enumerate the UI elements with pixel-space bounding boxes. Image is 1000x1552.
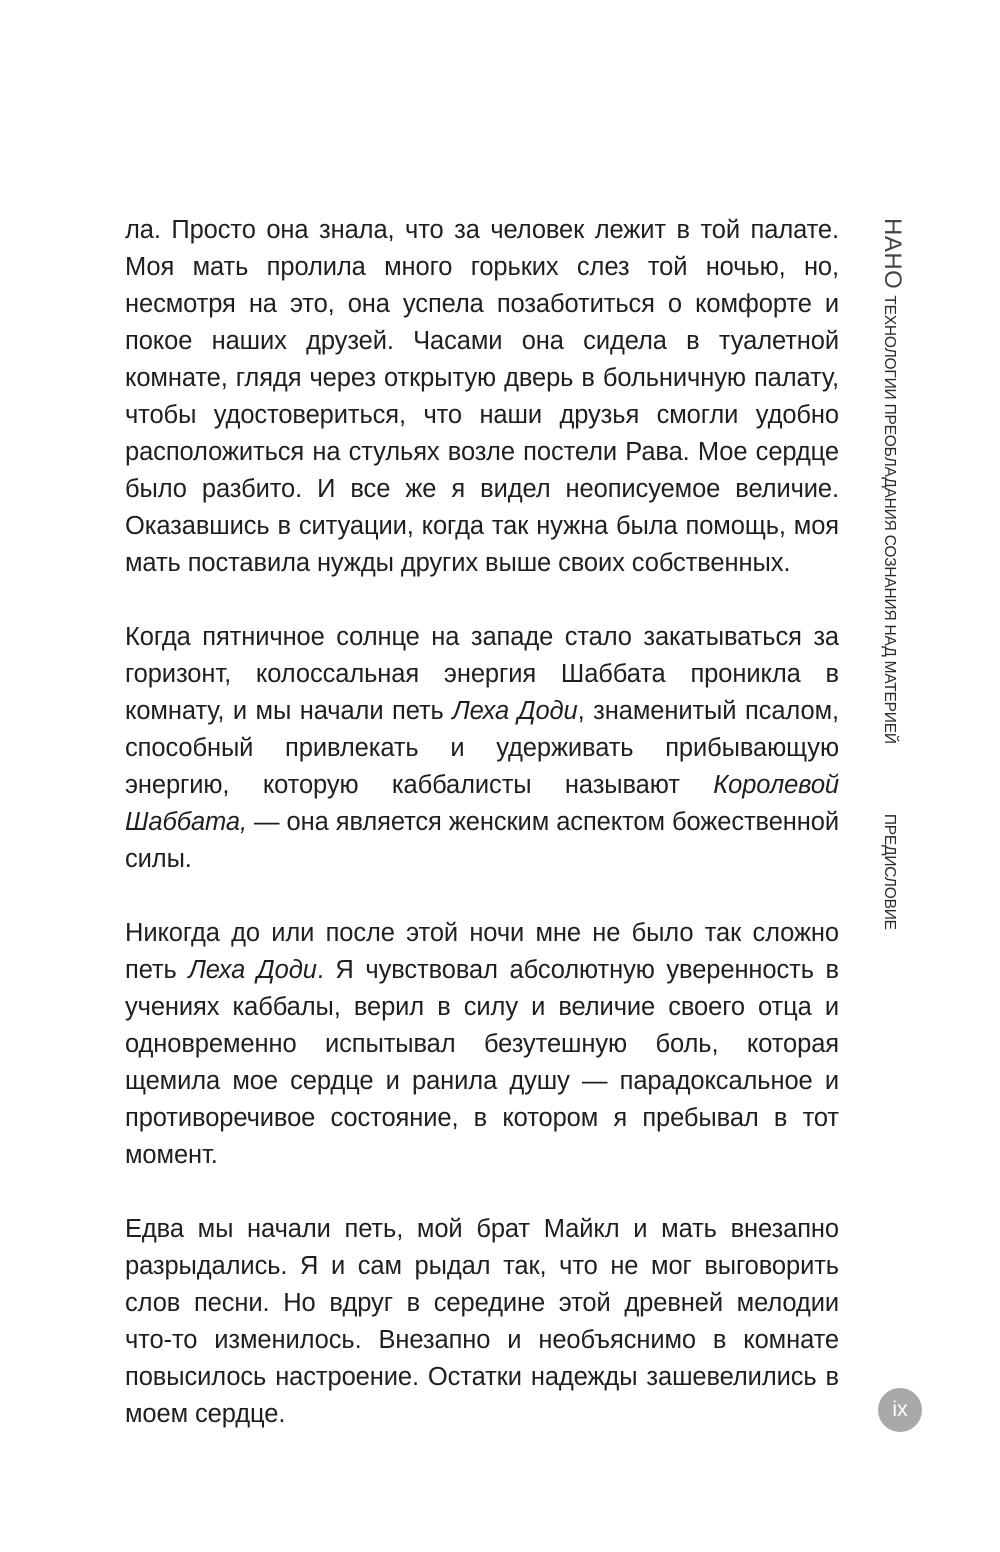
italic-title: Королевой Шаббата, (125, 771, 839, 836)
running-head (868, 218, 906, 930)
book-brand: НАНО (879, 218, 906, 290)
italic-title: Леха Доди (188, 956, 317, 984)
body-text (125, 212, 839, 1433)
book-subtitle: ТЕХНОЛОГИИ ПРЕОБЛАДАНИЯ СОЗНАНИЯ НАД МАТЕРИЕЙ (881, 295, 898, 744)
text-run: Едва мы начали петь, мой брат Майкл и мать внезапно разрыдались. Я и сам рыдал так, что не мог выговорить слов песни. Но вдруг в середине этой древней мелодии что-то изменилось. Внезапно и необъяснимо в комнате повысилось настроение. Остатки надежды зашевелились в моем сердце. (125, 1215, 839, 1428)
text-run: ла. Просто она знала, что за человек лежит в той палате. Моя мать пролила много горьких слез той ночью, но, несмотря на это, она успела позаботиться о комфорте и покое наших друзей. Часами она сидела в туалетной комнате, глядя через открытую дверь в больничную палату, чтобы удостовериться, что наши друзья смогли удобно расположиться на стульях возле постели Рава. Мое сердце было разбито. И все же я видел неописуемое величие. Оказавшись в ситуации, когда так нужна была помощь, моя мать поставила нужды других выше своих собственных. (125, 216, 839, 577)
text-run: , знаменитый псалом, способный привлекать и удерживать прибывающую энергию, которую каббалисты называют (125, 697, 839, 799)
text-run: . Я чувствовал абсолютную уверенность в учениях каббалы, верил в силу и величие своего отца и одновременно испытывал безутешную боль, которая щемила мое сердце и ранила душу — парадоксальное и противоречивое состояние, в котором я пребывал в тот момент. (125, 956, 839, 1169)
text-run: Никогда до или после этой ночи мне не было так сложно петь (125, 919, 839, 984)
paragraph (125, 619, 839, 878)
text-run: Когда пятничное солнце на западе стало закатываться за горизонт, колоссальная энергия Шаббата проникла в комнату, и мы начали петь (125, 623, 839, 725)
paragraph (125, 212, 839, 582)
italic-title: Леха Доди (452, 697, 578, 725)
paragraph (125, 1211, 839, 1433)
page-number: ix (892, 1397, 908, 1421)
text-run: — она является женским аспектом божественной силы. (125, 808, 839, 873)
paragraph (125, 915, 839, 1174)
page-number-badge (878, 1388, 922, 1432)
section-title: ПРЕДИСЛОВИЕ (881, 813, 898, 930)
